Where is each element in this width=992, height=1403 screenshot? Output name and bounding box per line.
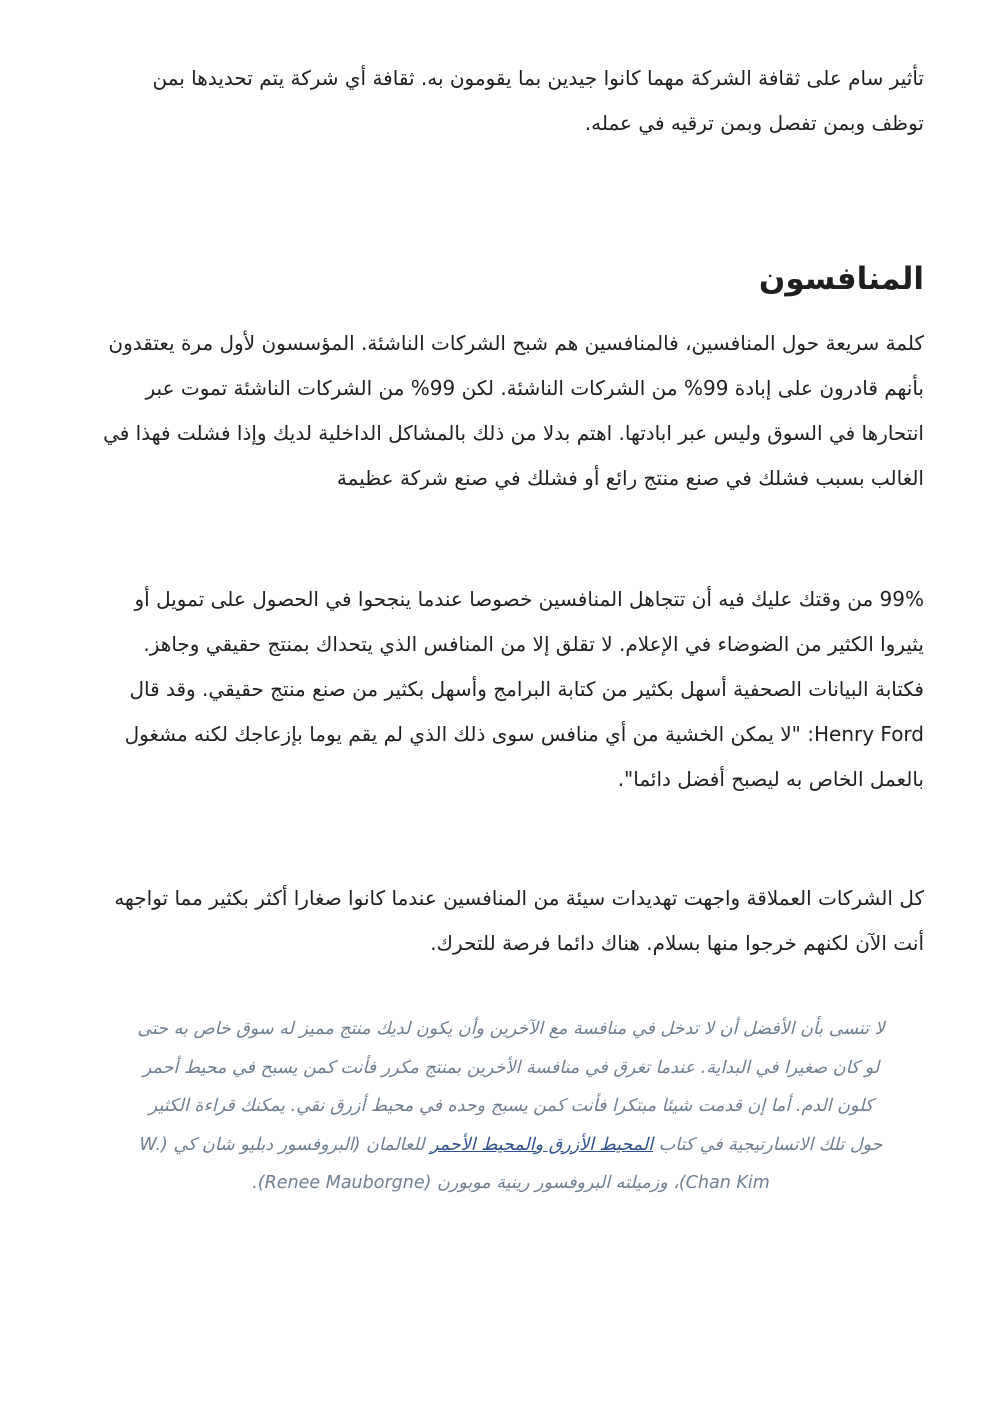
body-paragraph: 99% من وقتك عليك فيه أن تتجاهل المنافسين خصوصا عندما ينجحوا في الحصول على تمويل أو يثيروا الكثير من الضوضاء في الإعلام. لا تقلق إلا من المنافس الذي يتحداك بمنتج حقيقي وجاهز. فكتابة البيانات الصحفية أسهل بكثير من كتابة البرامج وأسهل بكثير من صنع منتج حقيقي. وقد قال Henry Ford: "لا يمكن الخشية من أي منافس سوى ذلك الذي لم يقم يوما بإزعاجك لكنه مشغول بالعمل الخاص به ليصبح أفضل دائما".: [124, 587, 924, 791]
body-paragraph: كل الشركات العملاقة واجهت تهديدات سيئة من المنافسين عندما كانوا صغارا أكثر بكثير مما تواجهه أنت الآن لكنهم خرجوا منها بسلام. هناك دائما فرصة للتحرك.: [114, 886, 924, 955]
book-link[interactable]: المحيط الأزرق والمحيط الأحمر: [430, 1134, 654, 1155]
blockquote: [130, 1010, 892, 1203]
body-paragraph: كلمة سريعة حول المنافسين، فالمنافسين هم شبح الشركات الناشئة. المؤسسون لأول مرة يعتقدون بأنهم قادرون على إبادة 99% من الشركات الناشئة. لكن 99% من الشركات الناشئة تموت عبر انتحارها في السوق وليس عبر ابادتها. اهتم بدلا من ذلك بالمشاكل الداخلية لديك وإذا فشلت فهذا في الغالب بسبب فشلك في صنع منتج رائع أو فشلك في صنع شركة عظيمة: [103, 331, 924, 490]
intro-paragraph: تأثير سام على ثقافة الشركة مهما كانوا جيدين بما يقومون به. ثقافة أي شركة يتم تحديدها بمن توظف وبمن تفصل وبمن ترقيه في عمله.: [152, 66, 924, 135]
quote-text-before: لا تنسى بأن الأفضل أن لا تدخل في منافسة مع الآخرين وأن يكون لديك منتج مميز له سوق خاص به حتى لو كان صغيرا في البداية. عندما تغرق في منافسة الأخرين بمنتج مكرر فأنت كمن يسبح في محيط أحمر كلون الدم. أما إن قدمت شيئا مبتكرا فأنت كمن يسبح وحده في محيط أزرق نقي. يمكنك قراءة الكثير حول تلك الاتسارتيجية في كتاب: [137, 1019, 885, 1155]
section-heading: المنافسون: [758, 261, 924, 297]
quote-text-after: للعالمان (البروفسور دبليو شان كي (W. Chan Kim)، وزميلته البروفسور رينية موبورن (Renee Mauborgne).: [139, 1134, 770, 1193]
